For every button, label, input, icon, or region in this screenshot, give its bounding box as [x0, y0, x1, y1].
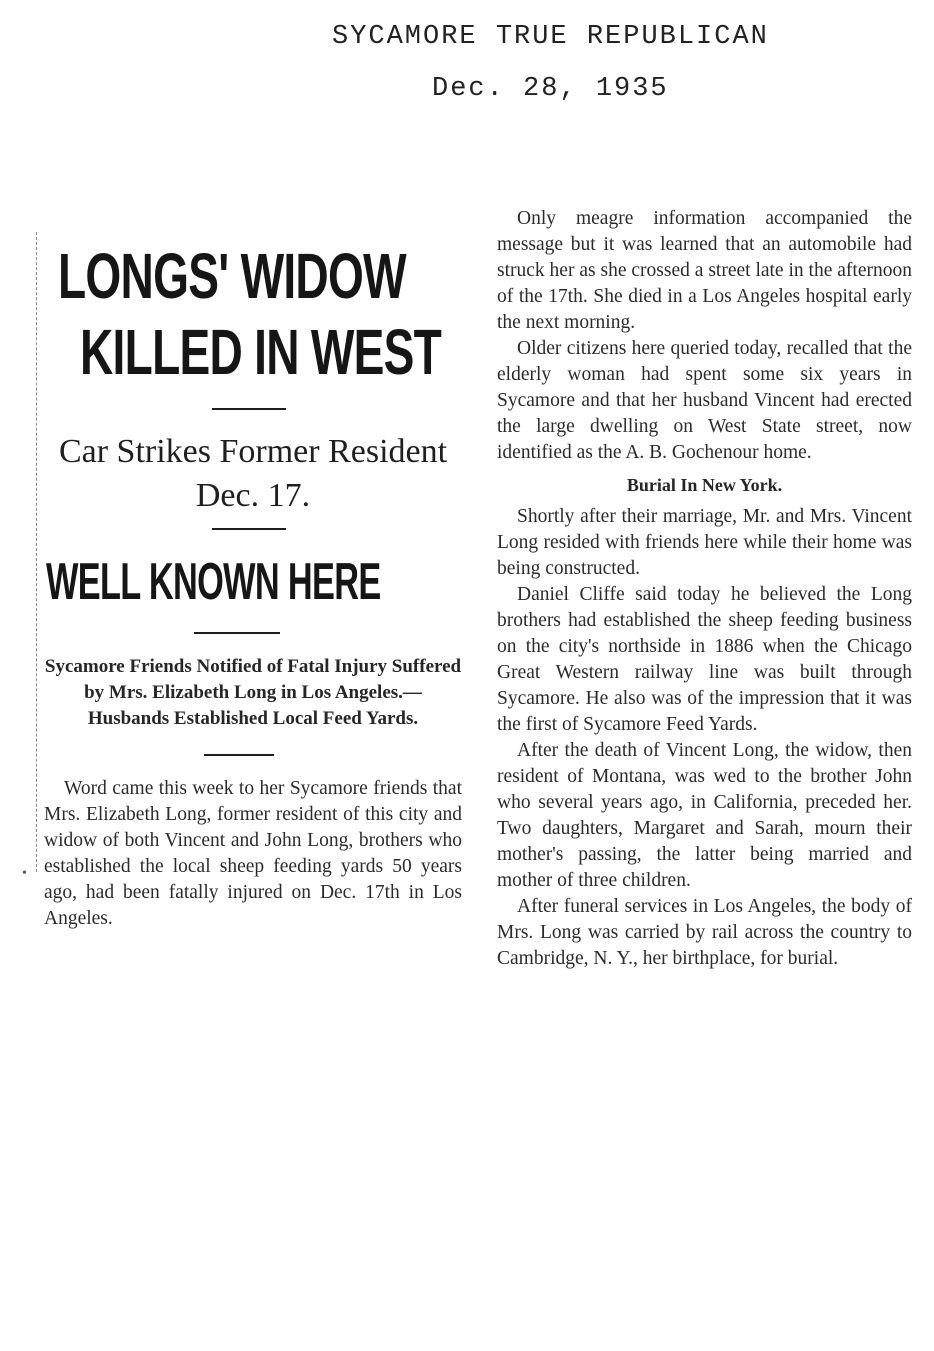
body-paragraph: Daniel Cliffe said today he believed the Long brothers had established the sheep feeding business on the city's northside in 1886 when the Chicago Great Western railway line was built through Sycamore. He also was of the impression that it was the first of Sycamore Feed Yards. [497, 584, 912, 735]
body-paragraph: Only meagre information accompanied the message but it was learned that an automobile had struck her as she crossed a street late in the afternoon of the 17th. She died in a Los Angeles hospital early the next morning. [497, 208, 912, 333]
lead-paragraph: Word came this week to her Sycamore friends that Mrs. Elizabeth Long, former resident of this city and widow of both Vincent and John Long, brothers who established the local sheep feeding yards 50 years ago, had been fatally injured on Dec. 17th in Los Angeles. [44, 778, 462, 929]
body-paragraph: Older citizens here queried today, recalled that the elderly woman had spent some six years in Sycamore and that her husband Vincent had erected the large dwelling on West State street, now identified as the A. B. Gochenour home. [497, 338, 912, 463]
summary-deck: Sycamore Friends Notified of Fatal Injury Suffered by Mrs. Elizabeth Long in Los Angeles.— Husbands Established Local Feed Yards. [44, 656, 462, 729]
margin-mark: • [22, 866, 27, 881]
publication-date: Dec. 28, 1935 [432, 74, 669, 104]
divider-rule [212, 528, 286, 530]
article-right-column [497, 206, 912, 972]
body-paragraph: After funeral services in Los Angeles, the body of Mrs. Long was carried by rail across the country to Cambridge, N. Y., her birthplace, for burial. [497, 896, 912, 969]
body-paragraph: Shortly after their marriage, Mr. and Mrs. Vincent Long resided with friends here while their home was being constructed. [497, 506, 912, 579]
clipping-edge [36, 232, 37, 872]
headline-line-1: LONGS' WIDOW [58, 240, 406, 312]
headline-line-2: KILLED IN WEST [80, 316, 442, 388]
deck-headline: Car Strikes Former Resident Dec. 17. [58, 433, 448, 514]
section-heading: Burial In New York. [626, 475, 783, 495]
divider-rule [204, 754, 274, 756]
newspaper-name: SYCAMORE TRUE REPUBLICAN [332, 22, 769, 52]
body-paragraph: After the death of Vincent Long, the widow, then resident of Montana, was wed to the brother John who several years ago, in California, preceded her. Two daughters, Margaret and Sarah, mourn their mother's passing, the latter being married and mother of three children. [497, 740, 912, 891]
divider-rule [194, 632, 280, 634]
subhead: WELL KNOWN HERE [46, 553, 381, 611]
article-left-column [44, 238, 462, 932]
divider-rule [212, 408, 286, 410]
